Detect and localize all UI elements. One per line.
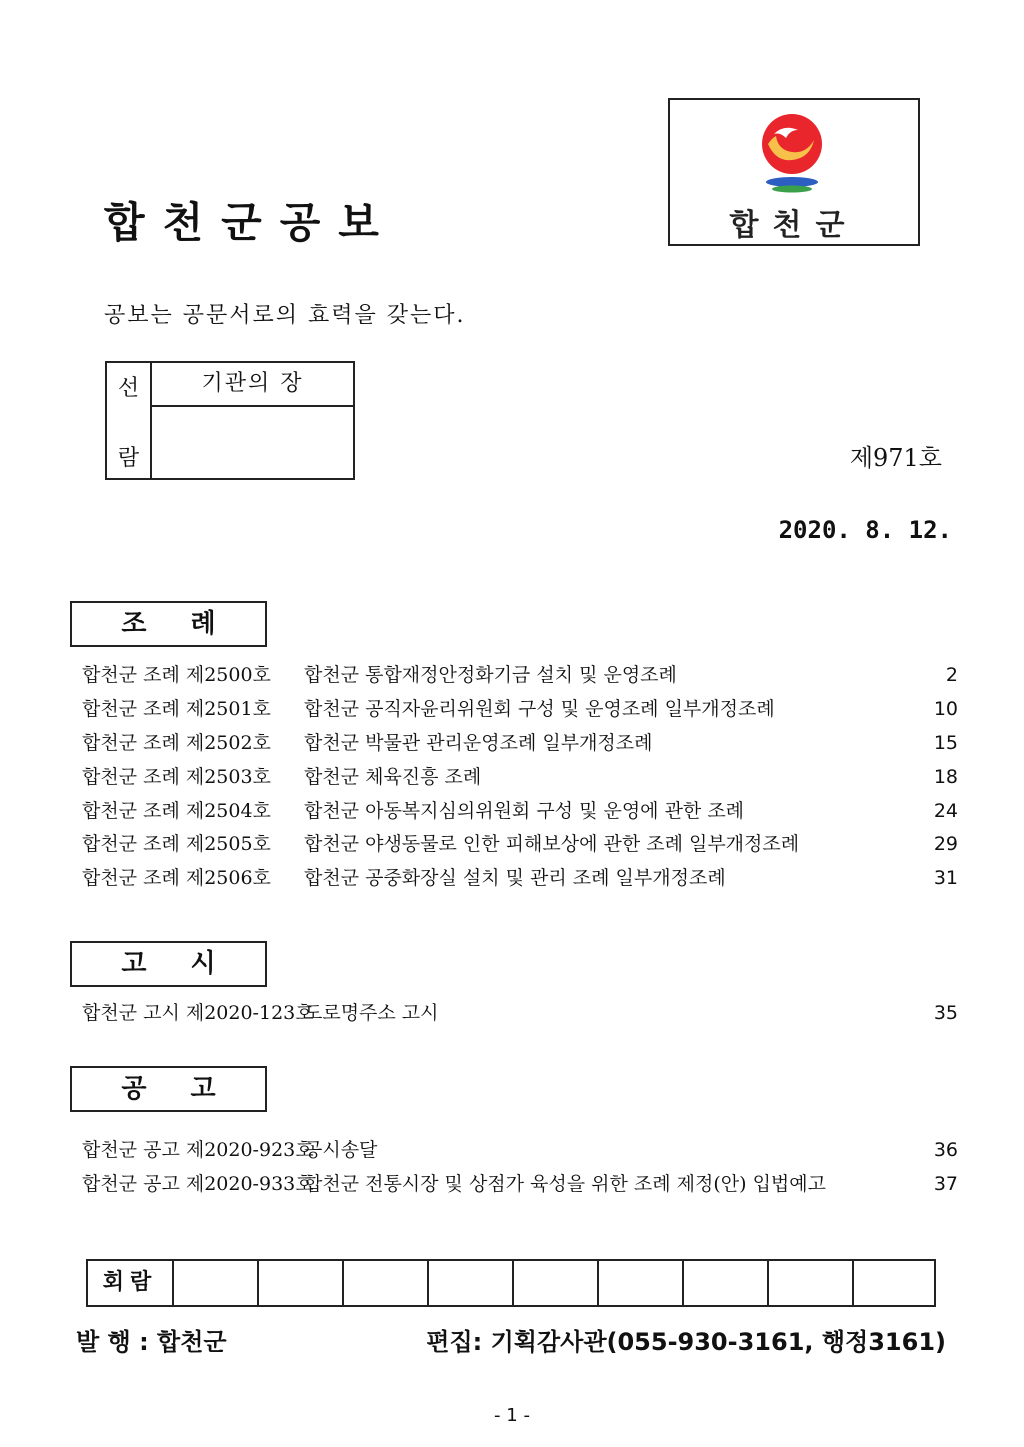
- entry-title: 합천군 체육진흥 조례: [304, 766, 482, 788]
- circulation-label: 회람: [88, 1261, 174, 1305]
- entry-number: 합천군 조례 제2504호: [82, 800, 271, 822]
- entry-title: 합천군 아동복지심의위원회 구성 및 운영에 관한 조례: [304, 800, 745, 822]
- entry-title: 공시송달: [304, 1139, 378, 1161]
- seonram-box: [105, 361, 355, 480]
- publisher: 발 행 : 합천군: [76, 1328, 227, 1356]
- entry-page: 37: [933, 1173, 958, 1195]
- county-emblem-icon: [754, 110, 830, 196]
- circulation-cell: [769, 1261, 854, 1305]
- entry-number: 합천군 조례 제2506호: [82, 867, 271, 889]
- entry-title: 합천군 공직자윤리위원회 구성 및 운영조례 일부개정조례: [304, 698, 775, 720]
- entry-number: 합천군 공고 제2020-933호: [82, 1173, 314, 1195]
- county-logo-box: [668, 98, 920, 246]
- entry-title: 합천군 통합재정안정화기금 설치 및 운영조례: [304, 664, 677, 686]
- toc-entry[interactable]: [82, 829, 962, 859]
- toc-entry[interactable]: [82, 863, 962, 893]
- issue-date: 2020. 8. 12.: [778, 516, 952, 544]
- circulation-cell: [344, 1261, 429, 1305]
- page-number: - 1 -: [494, 1405, 530, 1426]
- section-heading-ordinance: 조례: [70, 601, 267, 647]
- logo-text: 합천군: [729, 208, 859, 243]
- circulation-cell: [684, 1261, 769, 1305]
- toc-entry[interactable]: [82, 796, 962, 826]
- entry-page: 36: [933, 1139, 958, 1161]
- entry-title: 도로명주소 고시: [304, 1002, 439, 1024]
- subtitle: 공보는 공문서로의 효력을 갖는다.: [104, 303, 466, 328]
- toc-entry[interactable]: [82, 998, 962, 1028]
- toc-entry[interactable]: [82, 728, 962, 758]
- entry-page: 18: [933, 766, 958, 788]
- entry-page: 35: [933, 1002, 958, 1024]
- entry-number: 합천군 공고 제2020-923호: [82, 1139, 314, 1161]
- entry-page: 2: [945, 664, 958, 686]
- section-heading-notice: 고시: [70, 941, 267, 987]
- seonram-char-2: 람: [117, 446, 140, 471]
- toc-entry[interactable]: [82, 660, 962, 690]
- circulation-cell: [259, 1261, 344, 1305]
- toc-entry[interactable]: [82, 694, 962, 724]
- toc-entry[interactable]: [82, 762, 962, 792]
- entry-title: 합천군 공중화장실 설치 및 관리 조례 일부개정조례: [304, 867, 726, 889]
- circulation-cell: [854, 1261, 934, 1305]
- entry-page: 31: [933, 867, 958, 889]
- entry-title: 합천군 전통시장 및 상점가 육성을 위한 조례 제정(안) 입법예고: [304, 1173, 826, 1195]
- entry-number: 합천군 고시 제2020-123호: [82, 1002, 314, 1024]
- seonram-label-column: [107, 363, 152, 478]
- toc-entry[interactable]: [82, 1169, 962, 1199]
- entry-page: 10: [933, 698, 958, 720]
- entry-number: 합천군 조례 제2503호: [82, 766, 271, 788]
- entry-number: 합천군 조례 제2500호: [82, 664, 271, 686]
- entry-title: 합천군 야생동물로 인한 피해보상에 관한 조례 일부개정조례: [304, 833, 800, 855]
- entry-page: 29: [933, 833, 958, 855]
- circulation-table: [86, 1259, 936, 1307]
- entry-number: 합천군 조례 제2505호: [82, 833, 271, 855]
- circulation-cell: [174, 1261, 259, 1305]
- circulation-cell: [599, 1261, 684, 1305]
- circulation-cell: [514, 1261, 599, 1305]
- page-title: 합천군공보: [104, 198, 397, 247]
- entry-number: 합천군 조례 제2502호: [82, 732, 271, 754]
- seonram-header: 기관의 장: [152, 363, 353, 407]
- entry-title: 합천군 박물관 관리운영조례 일부개정조례: [304, 732, 653, 754]
- entry-page: 15: [933, 732, 958, 754]
- toc-entry[interactable]: [82, 1135, 962, 1165]
- section-heading-announcement: 공고: [70, 1066, 267, 1112]
- seonram-char-1: 선: [117, 376, 140, 401]
- circulation-cell: [429, 1261, 514, 1305]
- editor-contact: 편집: 기획감사관(055-930-3161, 행정3161): [426, 1328, 946, 1356]
- issue-number: 제971호: [849, 444, 942, 472]
- entry-page: 24: [933, 800, 958, 822]
- entry-number: 합천군 조례 제2501호: [82, 698, 271, 720]
